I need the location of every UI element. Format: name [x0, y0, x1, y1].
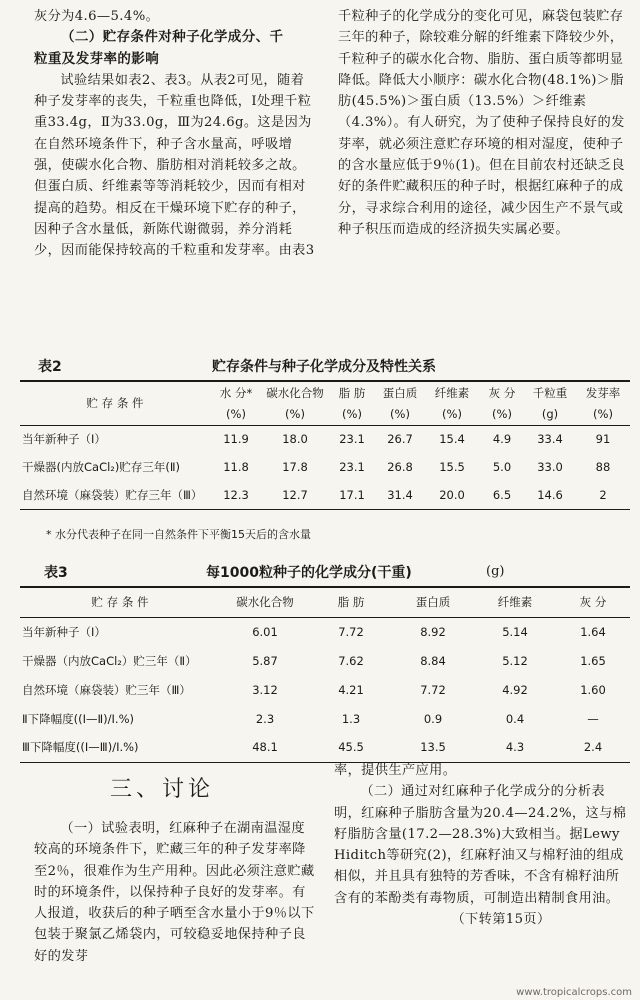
header-cell: 脂 肪 — [338, 385, 366, 400]
table-row — [20, 704, 630, 733]
data-cell: 0.4 — [505, 711, 525, 726]
header-cell: 纤维素 — [497, 595, 533, 610]
data-cell: 88 — [595, 460, 611, 474]
data-cell: 33.4 — [537, 432, 563, 447]
unit-cell: (%) — [492, 406, 512, 421]
header-cell: 蛋白质 — [382, 385, 418, 400]
data-cell: 0.9 — [423, 711, 443, 726]
section-title: 三、讨论 — [110, 777, 215, 802]
continued-note: （下转第15页） — [451, 912, 551, 928]
data-cell: 8.92 — [420, 624, 446, 639]
data-cell: 1.64 — [580, 624, 606, 639]
data-cell: 48.1 — [252, 740, 278, 755]
row-label: 当年新种子（Ⅰ） — [22, 624, 106, 639]
data-cell: 31.4 — [387, 487, 413, 502]
data-cell: 4.9 — [492, 432, 512, 447]
right-column-bottom — [334, 760, 628, 930]
paragraph: （二）通过对红麻种子化学成分的分析表明，红麻种子脂肪含量为20.4—24.2%，这与棉籽脂肪含量(17.2—28.3%)大致相当。据Lewy Hiditch等研究(2)，红麻籽油又与棉籽油的组成相似，并且具有独特的芳香味，不含有棉籽油所含有的苯酚类有毒物质，可制造出精制食用油。 — [334, 784, 627, 906]
header-cell: 水 分* — [219, 385, 253, 400]
data-cell: 26.7 — [387, 432, 413, 447]
data-cell: 6.01 — [252, 624, 278, 639]
table-unit: (g) — [486, 564, 505, 579]
unit-cell: (%) — [226, 406, 246, 421]
data-cell: 2.4 — [583, 740, 603, 755]
data-table — [20, 380, 630, 510]
table-label: 表3 — [44, 565, 68, 581]
table-row — [20, 646, 630, 675]
header-cell: 灰 分 — [579, 595, 607, 610]
data-cell: 2 — [599, 487, 607, 502]
paragraph: 千粒种子的化学成分的变化可见，麻袋包装贮存三年的种子，除较难分解的纤维素下降较少外，千粒种子的碳水化合物、脂肪、蛋白质等都明显降低。降低大小顺序：碳水化合物(48.1%)＞脂肪(45.5%)＞蛋白质（13.5%）＞纤维素（4.3%）。有人研究，为了使种子保持良好的发芽率，就必须注意贮存环境的相对湿度，使种子的含水量应低于9％(1)。但在目前农村还缺乏良好的条件贮藏积压的种子时，根据红麻种子的成分，寻求综合利用的途径，减少因生产不景气或种子积压而造成的经济损失实属必要。 — [338, 9, 625, 237]
table-row — [20, 453, 630, 481]
text-line: 率，提供生产应用。 — [334, 763, 457, 778]
data-cell: 6.5 — [492, 487, 512, 502]
unit-cell: (%) — [442, 406, 462, 421]
table-title: 每1000粒种子的化学成分(干重) — [206, 565, 412, 581]
data-cell: 15.5 — [439, 460, 465, 474]
data-cell: 17.8 — [282, 460, 308, 474]
table-row — [20, 675, 630, 704]
data-cell: 1.60 — [580, 682, 606, 697]
table-footnote: * 水分代表种子在同一自然条件下平衡15天后的含水量 — [46, 528, 311, 541]
unit-cell: (g) — [541, 406, 559, 421]
data-cell: 5.14 — [502, 624, 528, 639]
data-cell: 11.9 — [223, 432, 249, 447]
paragraph: 试验结果如表2、表3。从表2可见，随着种子发芽率的丧失，千粒重也降低，Ⅰ处理千粒重33.4g，Ⅱ为33.0g，Ⅲ为24.6g。这是因为在自然环境条件下，种子含水量高，呼吸增强，使碳水化合物、脂肪相对消耗较多之故。但蛋白质、纤维素等等消耗较少，因而有相对提高的趋势。相反在干燥环境下贮存的种子，因种子含水量低，新陈代谢微弱，养分消耗少，因而能保持较高的千粒重和发芽率。由表3 — [34, 72, 315, 259]
data-cell: 7.72 — [420, 682, 446, 697]
data-cell: 8.84 — [420, 653, 446, 668]
row-label: 自然环境（麻袋装）贮三年（Ⅲ） — [22, 682, 191, 697]
data-table — [20, 586, 630, 763]
header-cell: 灰 分 — [488, 385, 516, 400]
table-row — [20, 425, 630, 453]
data-cell: 3.12 — [252, 682, 278, 697]
data-cell: 15.4 — [439, 432, 465, 447]
left-column-bottom — [34, 818, 316, 967]
data-cell: 26.8 — [387, 460, 413, 474]
section-heading-cont: 粒重及发芽率的影响 — [34, 50, 160, 67]
table-row — [20, 617, 630, 646]
data-cell: — — [587, 711, 599, 726]
header-cell: 蛋白质 — [415, 595, 451, 610]
data-cell: 33.0 — [537, 460, 563, 474]
row-label: Ⅱ下降幅度((Ⅰ—Ⅱ)/Ⅰ.%) — [22, 711, 135, 726]
data-cell: 5.0 — [492, 460, 512, 474]
header-cell: 纤维素 — [434, 385, 470, 400]
table-label: 表2 — [38, 359, 62, 375]
unit-cell: (%) — [593, 406, 613, 421]
watermark: www.tropicalcrops.com — [516, 987, 632, 998]
header-cell: 发芽率 — [585, 385, 621, 400]
header-cell: 贮 存 条 件 — [91, 595, 149, 610]
table-title: 贮存条件与种子化学成分及特性关系 — [212, 359, 436, 375]
data-cell: 11.8 — [223, 460, 249, 474]
header-cell: 碳水化合物 — [236, 595, 294, 610]
data-cell: 4.21 — [338, 682, 364, 697]
data-cell: 2.3 — [255, 711, 275, 726]
data-cell: 17.1 — [339, 487, 365, 502]
data-cell: 14.6 — [537, 487, 563, 502]
data-cell: 5.12 — [502, 653, 528, 668]
header-cell: 脂 肪 — [337, 595, 365, 610]
row-label: 干燥器(内放CaCl₂)贮存三年(Ⅱ) — [22, 460, 181, 474]
data-cell: 1.3 — [341, 711, 361, 726]
right-column-top — [338, 6, 628, 240]
row-label: 自然环境（麻袋装）贮存三年（Ⅲ） — [22, 487, 203, 502]
text-line: 灰分为4.6—5.4%。 — [34, 9, 160, 24]
data-cell: 12.7 — [282, 487, 308, 502]
table-row — [20, 481, 630, 509]
left-column-top — [34, 6, 316, 262]
data-cell: 18.0 — [282, 432, 308, 447]
data-cell: 5.87 — [252, 653, 278, 668]
paragraph: （一）试验表明，红麻种子在湖南温湿度较高的环境条件下，贮藏三年的种子发芽率降至2％，很难作为生产用种。因此必须注意贮藏时的环境条件，以保持种子良好的发芽率。有人报道，收获后的种子晒至含水量小于9％以下包装于聚氯乙烯袋内，可较稳妥地保持种子良好的发芽 — [34, 821, 315, 964]
data-cell: 23.1 — [339, 460, 365, 474]
section-heading: （二）贮存条件对种子化学成分、千 — [61, 29, 284, 46]
header-cell: 贮 存 条 件 — [86, 396, 144, 411]
data-cell: 23.1 — [339, 432, 365, 447]
header-cell: 碳水化合物 — [266, 385, 324, 400]
row-label: Ⅲ下降幅度((Ⅰ—Ⅲ)/Ⅰ.%) — [22, 740, 139, 755]
data-cell: 20.0 — [439, 487, 465, 502]
unit-cell: (%) — [390, 406, 410, 421]
data-cell: 12.3 — [223, 487, 249, 502]
data-cell: 91 — [595, 432, 611, 447]
data-cell: 7.62 — [338, 653, 364, 668]
unit-cell: (%) — [285, 406, 305, 421]
unit-cell: (%) — [342, 406, 362, 421]
row-label: 干燥器（内放CaCl₂）贮三年（Ⅱ） — [22, 653, 197, 668]
table-row — [20, 733, 630, 762]
data-cell: 4.3 — [505, 740, 525, 755]
row-label: 当年新种子（Ⅰ） — [22, 432, 106, 447]
data-cell: 4.92 — [502, 682, 528, 697]
data-cell: 13.5 — [420, 740, 446, 755]
header-cell: 千粒重 — [532, 385, 568, 400]
data-cell: 7.72 — [338, 624, 364, 639]
data-cell: 45.5 — [338, 740, 364, 755]
data-cell: 1.65 — [580, 653, 606, 668]
